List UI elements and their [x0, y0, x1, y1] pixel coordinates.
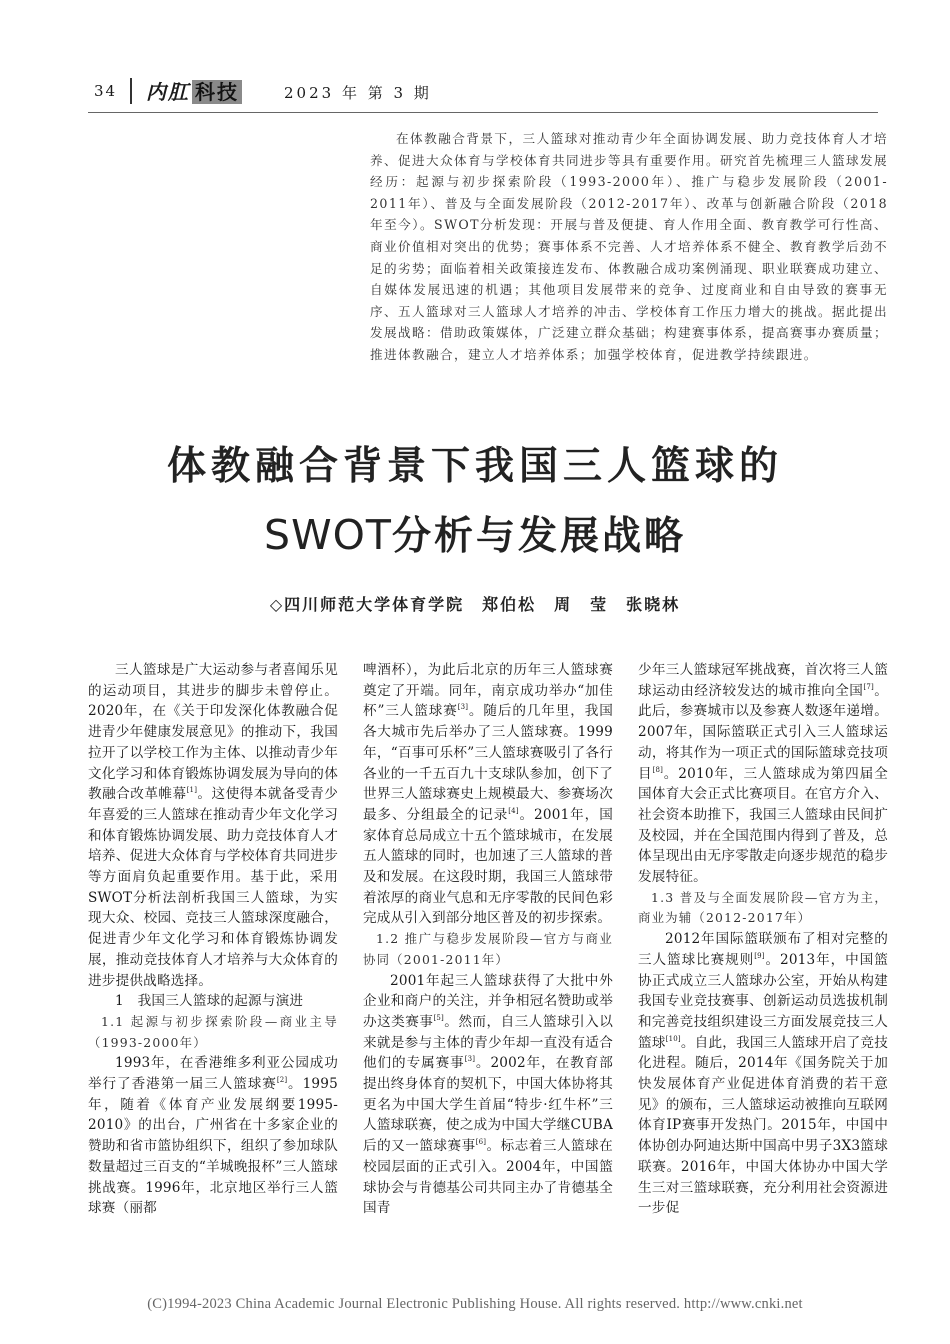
copyright-footer: (C)1994-2023 China Academic Journal Electronic Publishing House. All rights reserved. http://www.cnki.net: [147, 1296, 803, 1312]
journal-logo: [146, 76, 242, 102]
journal-name-part2: 科技: [192, 80, 242, 104]
article-title-line1: 体教融合背景下我国三人篮球的: [166, 444, 783, 489]
affiliation: 四川师范大学体育学院: [284, 595, 465, 614]
header-divider: [130, 78, 132, 104]
author-name: 张晓林: [626, 595, 681, 614]
paragraph: 啤酒杯），为此后北京的历年三人篮球赛奠定了开端。同年，南京成功举办“加佳杯”三人篮球赛[3]。随后的几年里，我国各大城市先后举办了三人篮球赛。1999年，“百事可乐杯”三人篮球赛吸引了各行各业的一千五百九十支球队参加，创下了世界三人篮球赛史上规模最大、参赛场次最多、分组最全的记录[4]。2001年，国家体育总局成立十五个篮球城市，在发展五人篮球的同时，也加速了三人篮球的普及和发展。在这段时期，我国三人篮球带着浓厚的商业气息和无序零散的民间色彩完成从引入到部分地区普及的初步探索。: [363, 662, 613, 927]
body-column-1: [88, 660, 338, 1219]
paragraph: 1993年，在香港维多利亚公园成功举行了香港第一届三人篮球赛[2]。1995年，随着《体育产业发展纲要1995-2010》的出台，广州省在十多家企业的赞助和省市篮协组织下，组织了参加球队数量超过三百支的“羊城晚报杯”三人篮球挑战赛。1996年，北京地区举行三人篮球赛（丽都: [88, 1055, 338, 1217]
issue-info: 2023 年 第 3 期: [284, 84, 432, 102]
citation: [3]: [457, 703, 469, 712]
title-cn: 分析与发展战略: [391, 514, 686, 559]
body-column-2: [363, 660, 613, 1219]
title-latin: SWOT: [264, 511, 392, 559]
citation: [10]: [665, 1034, 681, 1043]
journal-name-part1: 内肛: [146, 80, 190, 104]
citation: [4]: [508, 806, 519, 815]
author-name: 周 莹: [554, 595, 609, 614]
header-rule: [88, 112, 878, 113]
citation: [6]: [475, 1138, 487, 1147]
citation: [5]: [433, 1013, 444, 1022]
body-column-3: [638, 660, 888, 1219]
paragraph: 少年三人篮球冠军挑战赛，首次将三人篮球运动由经济较发达的城市推向全国[7]。此后，参赛城市以及参赛人数逐年递增。2007年，国际篮联正式引入三人篮球运动，将其作为一项正式的国际篮球竞技项目[8]。2010年，三人篮球成为第四届全国体育大会正式比赛项目。在官方介入、社会资本助推下，我国三人篮球由民间扩及校园，并在全国范围内得到了普及，总体呈现出由无序零散走向逐步规范的稳步发展特征。: [638, 662, 888, 886]
paragraph: 2001年起三人篮球获得了大批中外企业和商户的关注，并争相冠名赞助或举办这类赛事[5]。然而，自三人篮球引入以来就是参与主体的青少年却一直没有适合他们的专属赛事[3]。2002年，在教育部提出终身体育的契机下，中国大体协将其更名为中国大学生首届“特步·红牛杯”三人篮球联赛，使之成为中国大学继CUBA后的又一篮球赛事[6]。标志着三人篮球在校园层面的正式引入。2004年，中国篮球协会与肯德基公司共同主办了肯德基全国青: [363, 972, 614, 1217]
section-heading: 1 我国三人篮球的起源与演进: [115, 993, 304, 1010]
abstract: 在体教融合背景下，三人篮球对推动青少年全面协调发展、助力竞技体育人才培养、促进大众体育与学校体育共同进步等具有重要作用。研究首先梳理三人篮球发展经历：起源与初步探索阶段（1993-2000年）、推广与稳步发展阶段（2001-2011年）、普及与全面发展阶段（2012-2017年）、改革与创新融合阶段（2018年至今）。SWOT分析发现：开展与普及便捷、育人作用全面、教育教学可行性高、商业价值相对突出的优势；赛事体系不完善、人才培养体系不健全、教育教学后劲不足的劣势；面临着相关政策接连发布、体教融合成功案例涌现、职业联赛成功建立、自媒体发展迅速的机遇；其他项目发展带来的竞争、过度商业和自由导致的赛事无序、五人篮球对三人篮球人才培养的冲击、学校体育工作压力增大的挑战。据此提出发展战略：借助政策媒体，广泛建立群众基础；构建赛事体系，提高赛事办赛质量；推进体教融合，建立人才培养体系；加强学校体育，促进教学持续跟进。: [370, 131, 888, 362]
author-line: [80, 592, 870, 615]
page-number: 34: [94, 82, 118, 100]
paragraph: 三人篮球是广大运动参与者喜闻乐见的运动项目，其进步的脚步未曾停止。2020年，在《关于印发深化体教融合促进青少年健康发展意见》的推动下，我国拉开了以学校工作为主体、以推动青少年文化学习和体育锻炼协调发展为导向的体教融合改革帷幕[1]。这使得本就备受青少年喜爱的三人篮球在推动青少年文化学习和体育锻炼协调发展、助力竞技体育人才培养、促进大众体育与学校体育共同进步等方面肩负起重要作用。基于此，采用SWOT分析法剖析我国三人篮球，为实现大众、校园、竞技三人篮球深度融合，促进青少年文化学习和体育锻炼协调发展，推动竞技体育人才培养与大众体育的进步提供战略选择。: [88, 662, 338, 989]
citation: [9]: [754, 951, 765, 960]
author-name: 郑伯松: [482, 595, 537, 614]
citation: [1]: [186, 786, 198, 795]
citation: [3]: [464, 1055, 476, 1064]
running-header: [88, 78, 878, 108]
subsection-heading: 1.2 推广与稳步发展阶段—官方与商业协同（2001-2011年）: [363, 931, 613, 967]
author-marker: ◇: [269, 595, 285, 614]
citation: [7]: [863, 682, 874, 691]
article-title-line2: [80, 505, 870, 561]
subsection-heading: 1.3 普及与全面发展阶段—官方为主，商业为辅（2012-2017年）: [638, 889, 888, 926]
subsection-heading: 1.1 起源与初步探索阶段—商业主导（1993-2000年）: [88, 1013, 338, 1050]
citation: [8]: [652, 765, 664, 774]
citation: [2]: [276, 1076, 288, 1085]
paragraph: 2012年国际篮联颁布了相对完整的三人篮球比赛规则[9]。2013年，中国篮协正式成立三人篮球办公室，开始从构建我国专业竞技赛事、创新运动员选拔机制和完善竞技组织建设三方面发展竞技三人篮球[10]。自此，我国三人篮球开启了竞技化进程。随后，2014年《国务院关于加快发展体育产业促进体育消费的若干意见》的颁布，三人篮球运动被推向互联网体育IP赛事开发热门。2015年，中国中体协创办阿迪达斯中国高中男子3X3篮球联赛。2016年，中国大体协办中国大学生三对三篮球联赛，充分利用社会资源进一步促: [638, 931, 889, 1217]
